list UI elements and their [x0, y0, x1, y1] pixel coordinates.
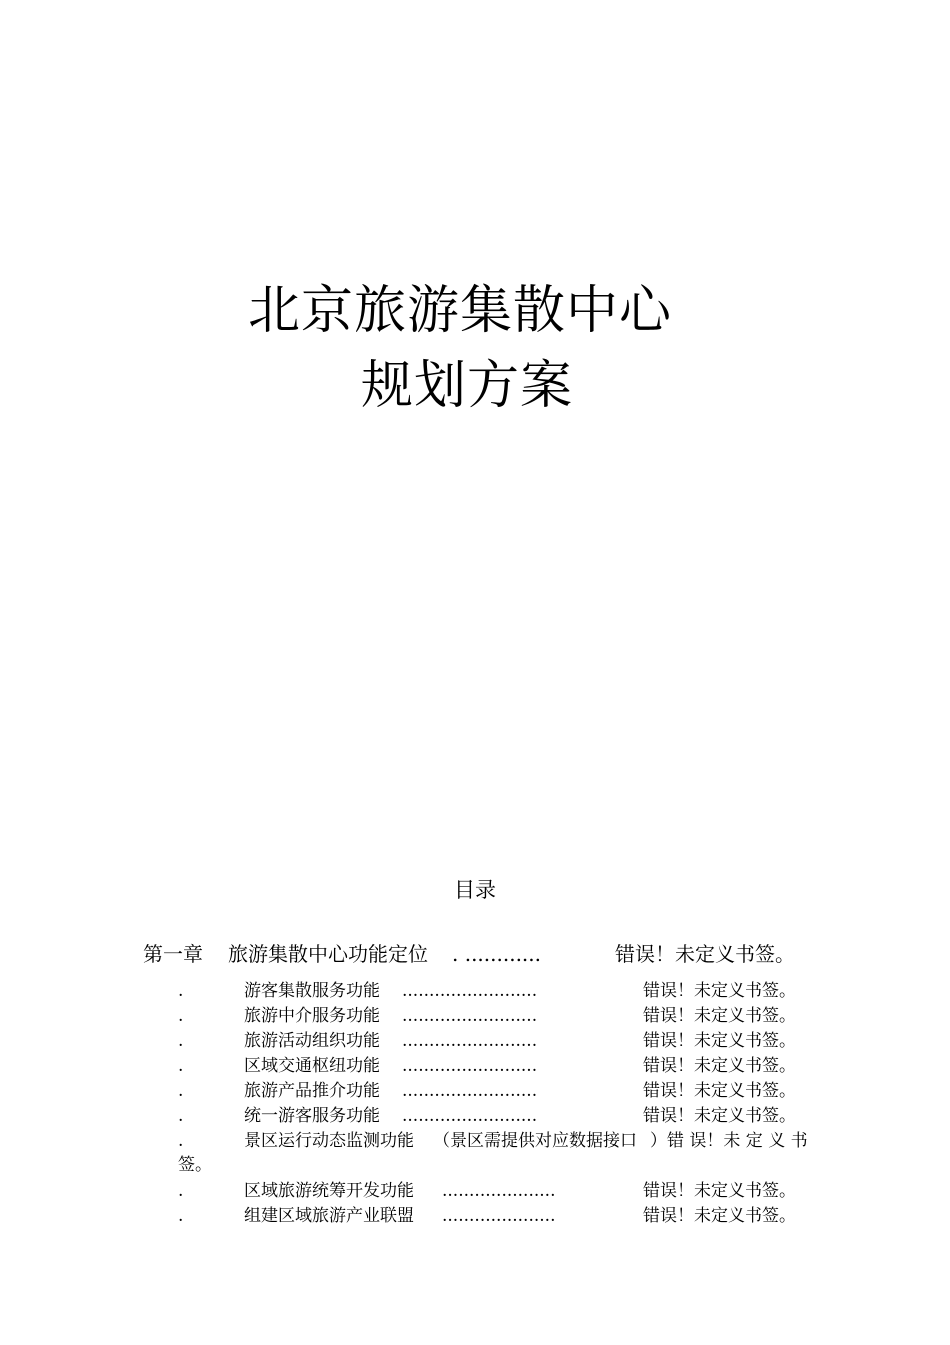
- toc-item-status: 错误！未定义书签。: [643, 1206, 796, 1226]
- toc-item-status: 错误！未定义书签。: [643, 1056, 796, 1076]
- toc-item-label: 区域旅游统筹开发功能: [244, 1181, 414, 1201]
- toc-item-dots: .....................: [442, 1206, 556, 1226]
- document-title-line-2: 规划方案: [360, 356, 573, 416]
- toc-item-status-line-2: 签。: [178, 1155, 212, 1175]
- toc-item-dots: .........................: [402, 1056, 538, 1076]
- toc-item-status: 错误！未定义书签。: [643, 1106, 796, 1126]
- toc-item-dots: .........................: [402, 981, 538, 1001]
- toc-item[interactable]: [0, 1030, 950, 1052]
- toc-item-status-line-1: ）错 误！未 定 义 书: [650, 1131, 808, 1151]
- toc-item-dots: .........................: [402, 1106, 538, 1126]
- toc-item-dots: .........................: [402, 1006, 538, 1026]
- toc-item-label: 景区运行动态监测功能: [244, 1131, 414, 1151]
- toc-item-marker: .: [178, 981, 184, 1001]
- toc-item-marker: .: [178, 1006, 184, 1026]
- toc-item-marker: .: [178, 1206, 184, 1226]
- toc-item-status: 错误！未定义书签。: [643, 1181, 796, 1201]
- toc-chapter-status: 错误！未定义书签。: [615, 942, 795, 966]
- toc-item-marker: .: [178, 1131, 184, 1151]
- toc-item[interactable]: [0, 1055, 950, 1077]
- toc-item-marker: .: [178, 1181, 184, 1201]
- toc-item-dots: .........................: [402, 1081, 538, 1101]
- toc-item[interactable]: [0, 1005, 950, 1027]
- document-title-line-1: 北京旅游集散中心: [247, 281, 672, 341]
- toc-item-note: （景区需提供对应数据接口: [433, 1131, 637, 1151]
- toc-item-marker: .: [178, 1081, 184, 1101]
- toc-heading: 目录: [454, 878, 496, 902]
- toc-chapter-label: 旅游集散中心功能定位: [228, 942, 428, 966]
- toc-item[interactable]: [0, 1105, 950, 1127]
- toc-item-status: 错误！未定义书签。: [643, 1031, 796, 1051]
- toc-item-marker: .: [178, 1031, 184, 1051]
- toc-item-dots: .........................: [402, 1031, 538, 1051]
- toc-item[interactable]: [0, 1180, 950, 1202]
- toc-item-status: 错误！未定义书签。: [643, 1081, 796, 1101]
- toc-item-status: 错误！未定义书签。: [643, 981, 796, 1001]
- toc-item-label: 统一游客服务功能: [244, 1106, 380, 1126]
- toc-item[interactable]: [0, 1080, 950, 1102]
- toc-item-marker: .: [178, 1056, 184, 1076]
- toc-chapter-row[interactable]: [0, 941, 950, 967]
- toc-item[interactable]: [0, 980, 950, 1002]
- toc-item-label: 旅游活动组织功能: [244, 1031, 380, 1051]
- toc-item-label: 区域交通枢纽功能: [244, 1056, 380, 1076]
- toc-item-label: 游客集散服务功能: [244, 981, 380, 1001]
- toc-item[interactable]: [0, 1205, 950, 1227]
- toc-item-status: 错误！未定义书签。: [643, 1006, 796, 1026]
- toc-chapter-number: 第一章: [143, 942, 203, 966]
- toc-chapter-dots: . ............: [452, 942, 542, 966]
- toc-item-marker: .: [178, 1106, 184, 1126]
- toc-item-wrapped[interactable]: [0, 1130, 950, 1180]
- toc-item-label: 组建区域旅游产业联盟: [244, 1206, 414, 1226]
- toc-item-label: 旅游产品推介功能: [244, 1081, 380, 1101]
- toc-item-label: 旅游中介服务功能: [244, 1006, 380, 1026]
- toc-item-dots: .....................: [442, 1181, 556, 1201]
